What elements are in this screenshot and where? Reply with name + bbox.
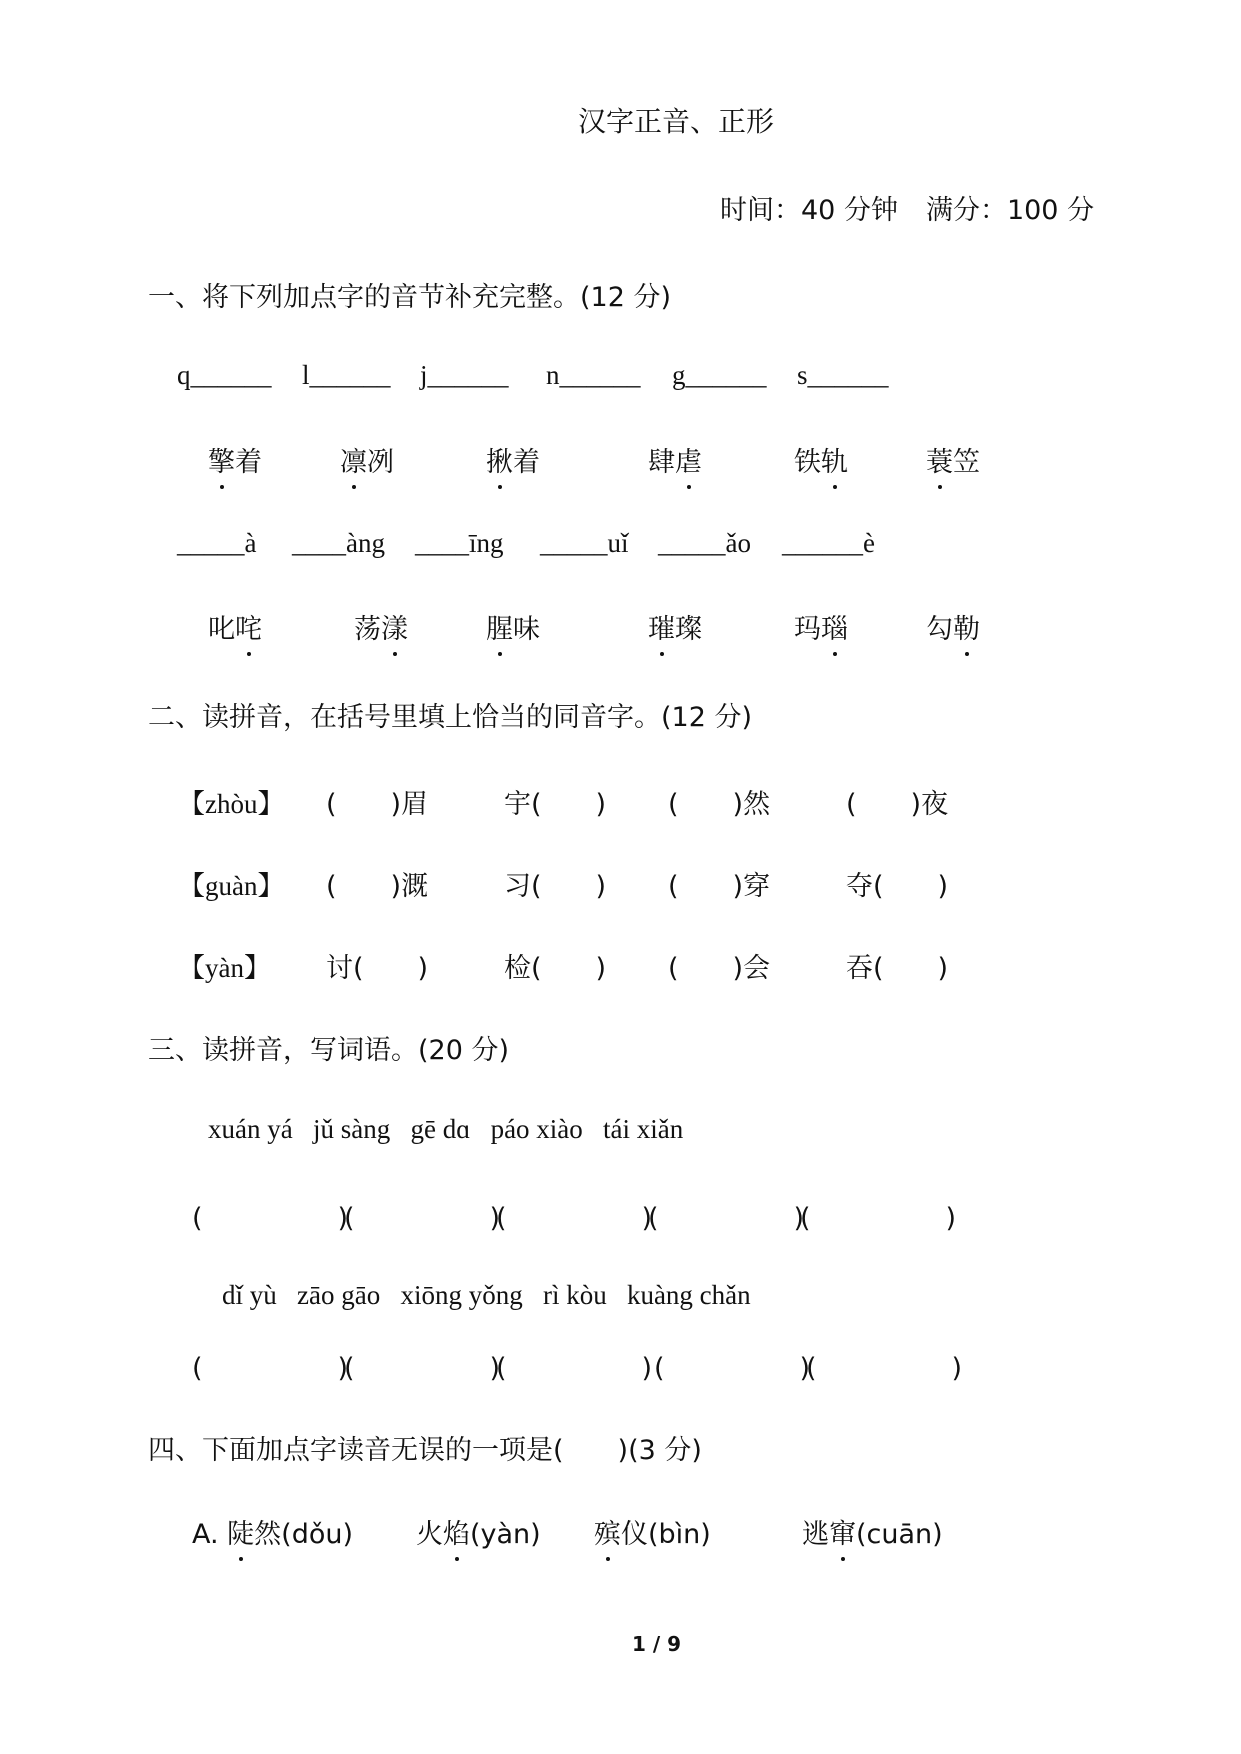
emphasis-char: 蓑 [926, 440, 953, 479]
q3-answer-slot[interactable]: ( ) [654, 1353, 811, 1384]
q4-option-a-item: A. 陡然(dǒu) [192, 1512, 353, 1551]
q1-word: 叱咤 [208, 607, 262, 646]
q1-blank[interactable]: g______ [672, 360, 767, 390]
q2-heading: 二、读拼音，在括号里填上恰当的同音字。(12 分) [148, 702, 753, 733]
q3-pinyin-row: dǐ yù zāo gāo xiōng yǒng rì kòu kuàng chǎn [222, 1280, 751, 1310]
q3-answer-slot[interactable]: ( ) [648, 1203, 805, 1234]
q2-answer-slot[interactable]: 吞( ) [846, 953, 949, 984]
q1-word: 铁轨 [794, 440, 848, 479]
emphasis-char: 漾 [381, 607, 408, 646]
q1-word: 揪着 [486, 440, 540, 479]
q2-answer-slot[interactable]: 检( ) [504, 953, 607, 984]
q2-pinyin-label: 【yàn】 [178, 953, 271, 983]
q1-blank[interactable]: j______ [420, 360, 509, 390]
q2-answer-slot[interactable]: ( )眉 [326, 789, 429, 820]
q1-blank[interactable]: ____àng [292, 528, 385, 558]
q2-answer-slot[interactable]: ( )会 [668, 953, 771, 984]
q2-answer-slot[interactable]: 夺( ) [846, 871, 949, 902]
emphasis-char: 虐 [675, 440, 702, 479]
q1-blank[interactable]: _____uǐ [540, 528, 629, 558]
emphasis-char: 勒 [953, 607, 980, 646]
q2-answer-slot[interactable]: 习( ) [504, 871, 607, 902]
emphasis-char: 揪 [486, 440, 513, 479]
q1-word: 玛瑙 [794, 607, 848, 646]
q3-answer-slot[interactable]: ( ) [496, 1203, 653, 1234]
q1-word: 凛冽 [340, 440, 394, 479]
emphasis-char: 瑙 [821, 607, 848, 646]
q2-answer-slot[interactable]: ( )然 [668, 789, 771, 820]
q1-word: 蓑笠 [926, 440, 980, 479]
q1-blank[interactable]: ____īng [415, 528, 504, 558]
q3-answer-slot[interactable]: ( ) [806, 1353, 963, 1384]
emphasis-char: 陡 [227, 1512, 254, 1551]
emphasis-char: 轨 [821, 440, 848, 479]
q4-option-a-item: 殡仪(bìn) [594, 1512, 711, 1551]
q2-answer-slot[interactable]: 讨( ) [326, 953, 429, 984]
q3-answer-slot[interactable]: ( ) [192, 1203, 349, 1234]
q1-word: 肆虐 [648, 440, 702, 479]
q2-answer-slot[interactable]: ( )夜 [846, 789, 949, 820]
q2-answer-slot[interactable]: ( )穿 [668, 871, 771, 902]
emphasis-char: 窜 [829, 1512, 856, 1551]
page-title: 汉字正音、正形 [578, 105, 775, 138]
q4-option-a-item: 逃窜(cuān) [802, 1512, 943, 1551]
q1-word: 勾勒 [926, 607, 980, 646]
q1-word: 腥味 [486, 607, 540, 646]
q3-answer-slot[interactable]: ( ) [800, 1203, 957, 1234]
q4-heading: 四、下面加点字读音无误的一项是( )(3 分) [148, 1435, 702, 1466]
q2-answer-slot[interactable]: 宇( ) [504, 789, 607, 820]
q3-answer-slot[interactable]: ( ) [344, 1203, 501, 1234]
emphasis-char: 腥 [486, 607, 513, 646]
q2-pinyin-label: 【zhòu】 [178, 789, 285, 819]
q3-answer-slot[interactable]: ( ) [496, 1353, 653, 1384]
exam-meta [720, 188, 1122, 227]
q3-answer-slot[interactable]: ( ) [344, 1353, 501, 1384]
q2-answer-slot[interactable]: ( )溉 [326, 871, 429, 902]
emphasis-char: 咤 [235, 607, 262, 646]
q3-answer-slot[interactable]: ( ) [192, 1353, 349, 1384]
emphasis-char: 殡 [594, 1512, 621, 1551]
page-number: 1 / 9 [632, 1632, 682, 1656]
q1-blank[interactable]: ______è [782, 528, 875, 558]
q1-blank[interactable]: l______ [302, 360, 391, 390]
emphasis-char: 凛 [340, 440, 367, 479]
q3-heading: 三、读拼音，写词语。(20 分) [148, 1035, 510, 1066]
q3-pinyin-row: xuán yá jǔ sàng gē dɑ páo xiào tái xiǎn [208, 1114, 684, 1144]
emphasis-char: 擎 [208, 440, 235, 479]
q1-word: 璀璨 [648, 607, 702, 646]
q1-word: 荡漾 [354, 607, 408, 646]
q1-blank[interactable]: _____ǎo [658, 528, 751, 558]
q1-blank[interactable]: q______ [177, 360, 272, 390]
q2-pinyin-label: 【guàn】 [178, 871, 285, 901]
q1-heading: 一、将下列加点字的音节补充完整。(12 分) [148, 282, 672, 313]
time-limit: 时间：40 分钟 [720, 195, 898, 226]
q4-option-a-item: 火焰(yàn) [416, 1512, 541, 1551]
q1-blank[interactable]: _____à [177, 528, 257, 558]
emphasis-char: 焰 [443, 1512, 470, 1551]
full-score: 满分：100 分 [925, 195, 1095, 226]
q1-blank[interactable]: n______ [546, 360, 641, 390]
q1-word: 擎着 [208, 440, 262, 479]
q1-blank[interactable]: s______ [797, 360, 889, 390]
emphasis-char: 璀 [648, 607, 675, 646]
